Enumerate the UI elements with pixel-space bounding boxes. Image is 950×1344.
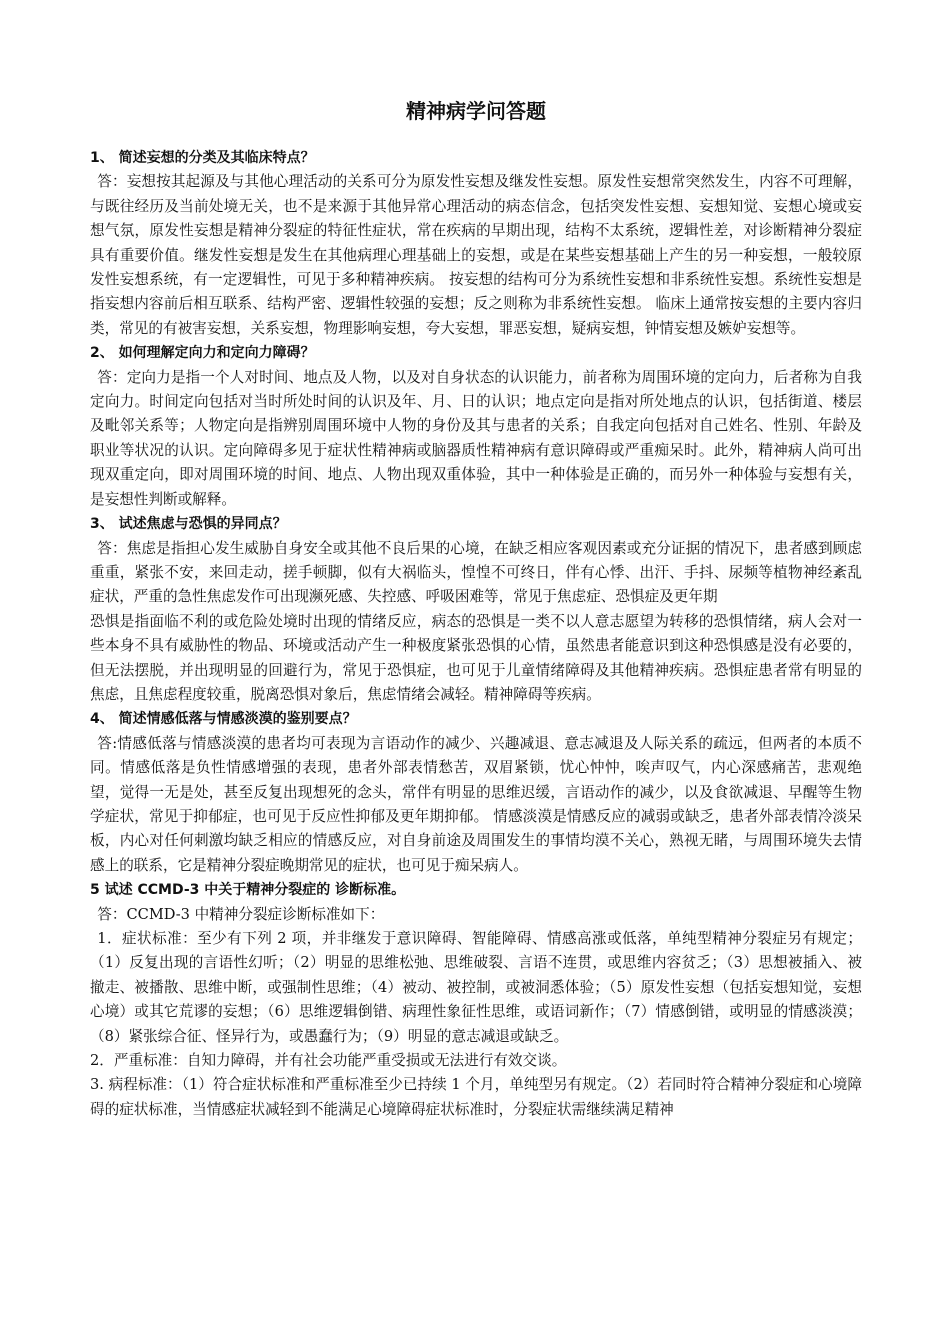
question-3: 3、 试述焦虑与恐惧的异同点？ — [90, 516, 287, 533]
question-2: 2、 如何理解定向力和定向力障碍？ — [90, 345, 315, 362]
answer-3: 答：焦虑是指担心发生威胁自身安全或其他不良后果的心境，在缺乏相应客观因素或充分证据的情况下，患者感到顾虑重重，紧张不安，来回走动，搓手顿脚，似有大祸临头，惶惶不可终日，伴有心悸、出汗、手抖、尿频等植物神经紊乱症状，严重的急性焦虑发作可出现濒死感、失控感、呼吸困难等，常见于焦虑症、恐惧症及更年期 — [90, 539, 862, 606]
answer-4: 答:情感低落与情感淡漠的患者均可表现为言语动作的减少、兴趣减退、意志减退及人际关系的疏远，但两者的本质不同。情感低落是负性情感增强的表现，患者外部表情愁苦，双眉紧锁，忧心忡忡，唉声叹气，内心深感痛苦，悲观绝望，觉得一无是处，甚至反复出现想死的念头，常伴有明显的思维迟缓，言语动作的减少，以及食欲减退、早醒等生物学症状，常见于抑郁症，也可见于反应性抑郁及更年期抑郁。 情感淡漠是情感反应的减弱或缺乏，患者外部表情冷淡呆板，内心对任何刺激均缺乏相应的情感反应，对自身前途及周围发生的事情均漠不关心，熟视无睹，与周围环境失去情感上的联系，它是精神分裂症晚期常见的症状，也可见于痴呆病人。 — [90, 734, 862, 874]
criteria-symptom: 1．症状标准：至少有下列 2 项，并非继发于意识障碍、智能障碍、情感高涨或低落，单纯型精神分裂症另有规定；（1）反复出现的言语性幻听；（2）明显的思维松弛、思维破裂、言语不连贯，或思维内容贫乏；（3）思想被插入、被撤走、被播散、思维中断，或强制性思维；（4）被动、被控制，或被洞悉体验；（5）原发性妄想（包括妄想知觉，妄想心境）或其它荒谬的妄想；（6）思维逻辑倒错、病理性象征性思维，或语词新作；（7）情感倒错，或明显的情感淡漠；（8）紧张综合征、怪异行为，或愚蠢行为；（9）明显的意志减退或缺乏。 — [90, 930, 862, 1045]
page-title: 精神病学问答题 — [406, 99, 546, 123]
question-5: 5 试述 CCMD-3 中关于精神分裂症的 诊断标准。 — [90, 882, 406, 899]
answer-2: 答：定向力是指一个人对时间、地点及人物，以及对自身状态的认识能力，前者称为周围环境的定向力，后者称为自我定向力。时间定向包括对当时所处时间的认识及年、月、日的认识；地点定向是指对所处地点的认识，包括街道、楼层及毗邻关系等；人物定向是指辨别周围环境中人物的身份及其与患者的关系；自我定向包括对自己姓名、性别、年龄及职业等状况的认识。定向障碍多见于症状性精神病或脑器质性精神病有意识障碍或严重痴呆时。此外，精神病人尚可出现双重定向，即对周围环境的时间、地点、人物出现双重体验，其中一种体验是正确的，而另外一种体验与妄想有关，是妄想性判断或解释。 — [90, 368, 862, 508]
answer-5-intro: 答：CCMD-3 中精神分裂症诊断标准如下： — [97, 905, 385, 923]
answer-3-continued: 恐惧是指面临不利的或危险处境时出现的情绪反应，病态的恐惧是一类不以人意志愿望为转移的恐惧情绪，病人会对一些本身不具有威胁性的物品、环境或活动产生一种极度紧张恐惧的心情，虽然患者能意识到这种恐惧感是没有必要的，但无法摆脱，并出现明显的回避行为，常见于恐惧症，也可见于儿童情绪障碍及其他精神疾病。恐惧症患者常有明显的焦虑，且焦虑程度较重，脱离恐惧对象后，焦虑情绪会减轻。精神障碍等疾病。 — [90, 612, 862, 703]
question-1: 1、 简述妄想的分类及其临床特点？ — [90, 150, 315, 166]
question-4: 4、 简述情感低落与情感淡漠的鉴别要点？ — [90, 711, 357, 728]
criteria-course: 3. 病程标准：（1）符合症状标准和严重标准至少已持续 1 个月，单纯型另有规定。（2）若同时符合精神分裂症和心境障碍的症状标准，当情感症状减轻到不能满足心境障碍症状标准时，分裂症状需继续满足精神 — [90, 1076, 862, 1118]
document-page — [90, 96, 862, 1122]
answer-1: 答：妄想按其起源及与其他心理活动的关系可分为原发性妄想及继发性妄想。原发性妄想常突然发生，内容不可理解，与既往经历及当前处境无关，也不是来源于其他异常心理活动的病态信念，包括突发性妄想、妄想知觉、妄想心境或妄想气氛，原发性妄想是精神分裂症的特征性症状，常在疾病的早期出现，结构不太系统，逻辑性差，对诊断精神分裂症具有重要价值。继发性妄想是发生在其他病理心理基础上的妄想，或是在某些妄想基础上产生的另一种妄想，一般较原发性妄想系统，有一定逻辑性，可见于多种精神疾病。 按妄想的结构可分为系统性妄想和非系统性妄想。系统性妄想是指妄想内容前后相互联系、结构严密、逻辑性较强的妄想；反之则称为非系统性妄想。 临床上通常按妄想的主要内容归类，常见的有被害妄想，关系妄想，物理影响妄想，夸大妄想，罪恶妄想，疑病妄想，钟情妄想及嫉妒妄想等。 — [90, 173, 862, 337]
criteria-severity: 2．严重标准：自知力障碍，并有社会功能严重受损或无法进行有效交谈。 — [90, 1052, 567, 1070]
